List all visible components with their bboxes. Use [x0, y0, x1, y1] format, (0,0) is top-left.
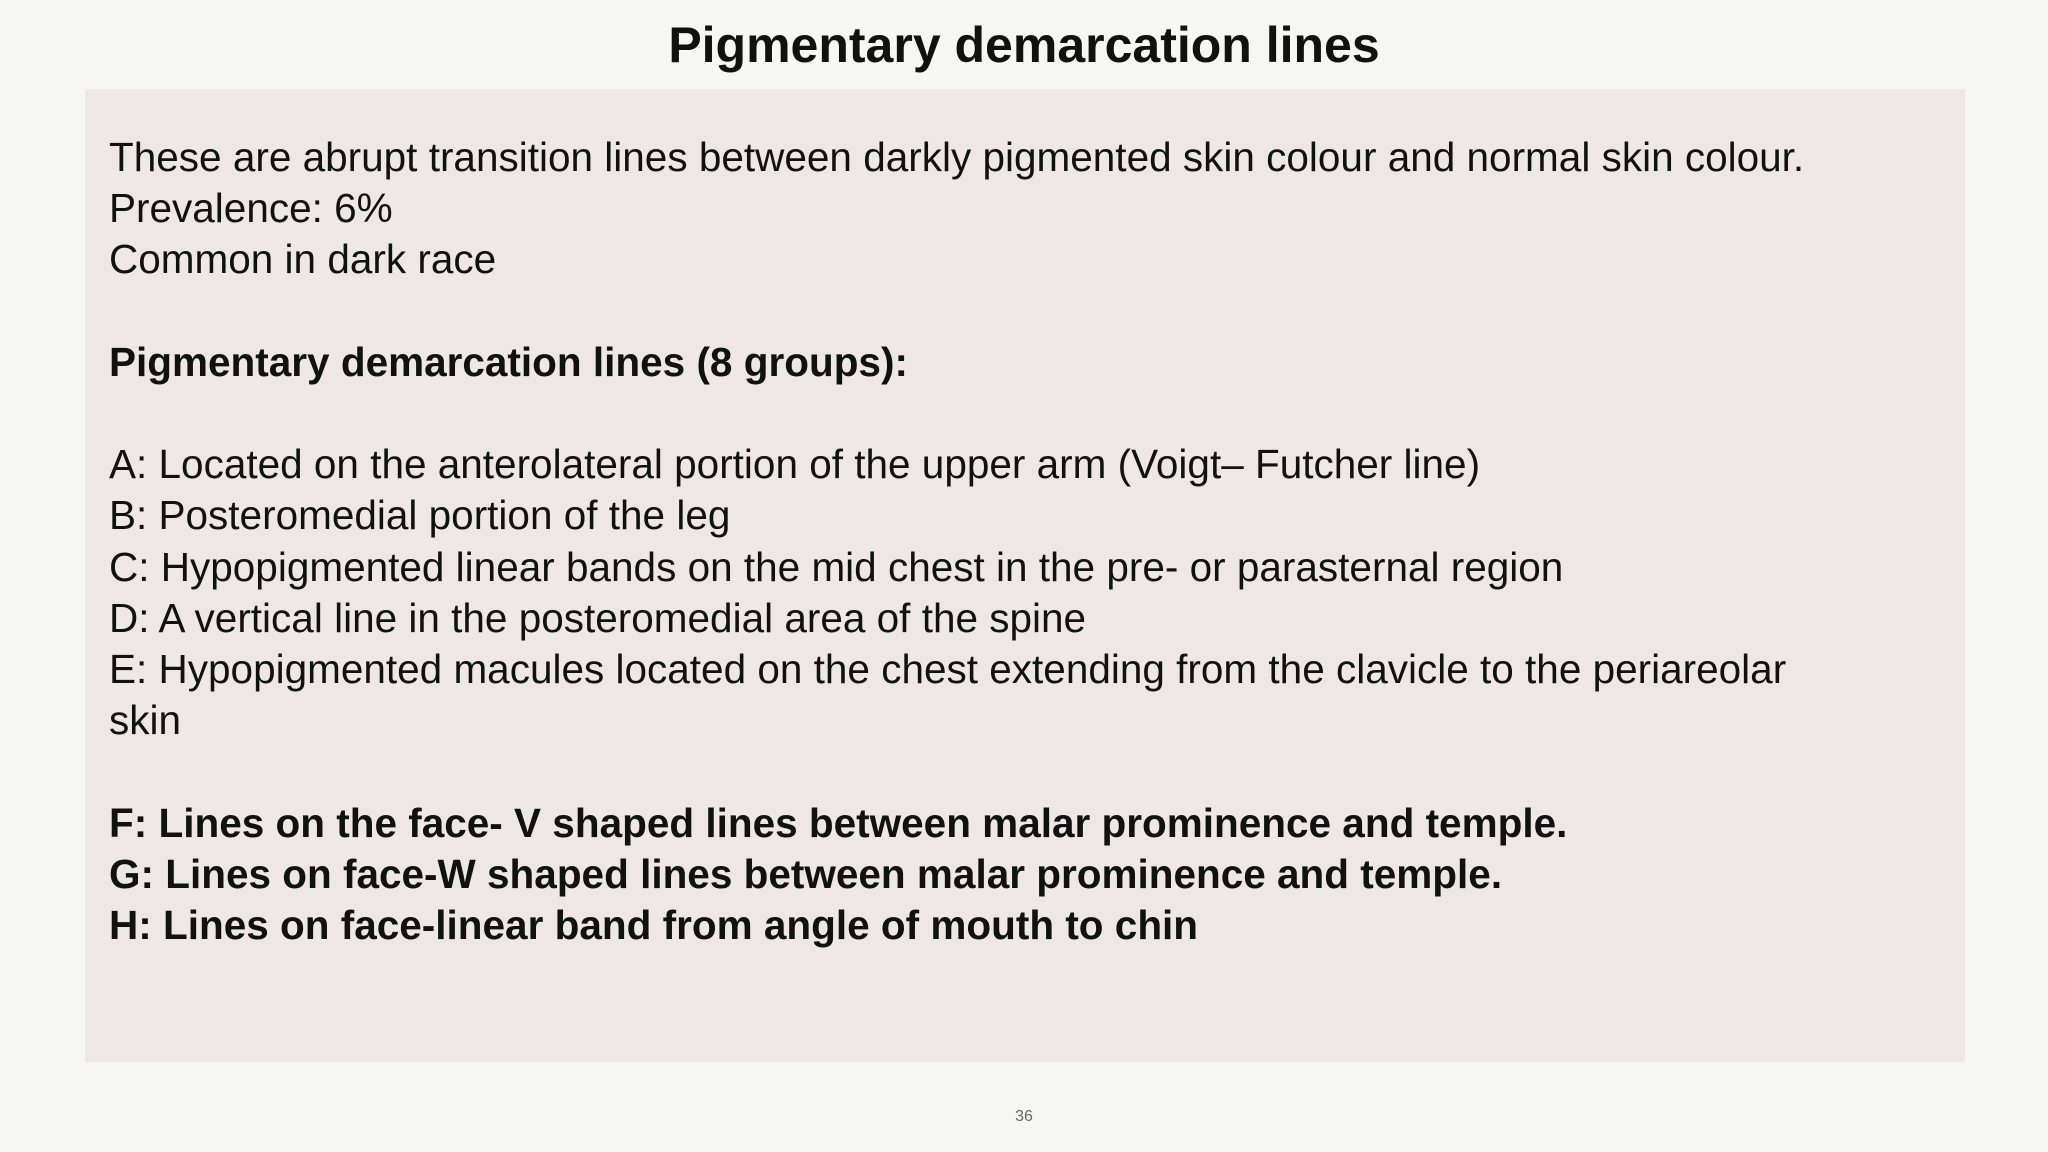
groups-heading: Pigmentary demarcation lines (8 groups): — [109, 338, 908, 385]
group-d: D: A vertical line in the posteromedial area of the spine — [109, 594, 1087, 641]
group-e: E: Hypopigmented macules located on the chest extending from the clavicle to the periareolar — [109, 646, 1787, 692]
spacer — [109, 746, 1941, 797]
page-number: 36 — [1015, 1108, 1033, 1125]
group-a: A: Located on the anterolateral portion of the upper arm (Voigt– Futcher line) — [109, 441, 1481, 488]
group-f: F: Lines on the face- V shaped lines between malar prominence and temple. — [109, 799, 1568, 846]
intro-population: Common in dark race — [109, 236, 497, 283]
group-b: B: Posteromedial portion of the leg — [109, 492, 731, 539]
group-c: C: Hypopigmented linear bands on the mid chest in the pre- or parasternal region — [109, 543, 1564, 590]
intro-definition: These are abrupt transition lines between darkly pigmented skin colour and normal skin colour. — [109, 134, 1805, 180]
group-g: G: Lines on face-W shaped lines between malar prominence and temple. — [109, 850, 1503, 897]
intro-prevalence: Prevalence: 6% — [109, 185, 393, 232]
group-e-continued: skin — [109, 697, 182, 744]
spacer — [109, 388, 1941, 439]
content-box — [85, 89, 1965, 1062]
slide-title: Pigmentary demarcation lines — [668, 17, 1380, 73]
spacer — [109, 286, 1941, 337]
group-h: H: Lines on face-linear band from angle of mouth to chin — [109, 902, 1199, 948]
